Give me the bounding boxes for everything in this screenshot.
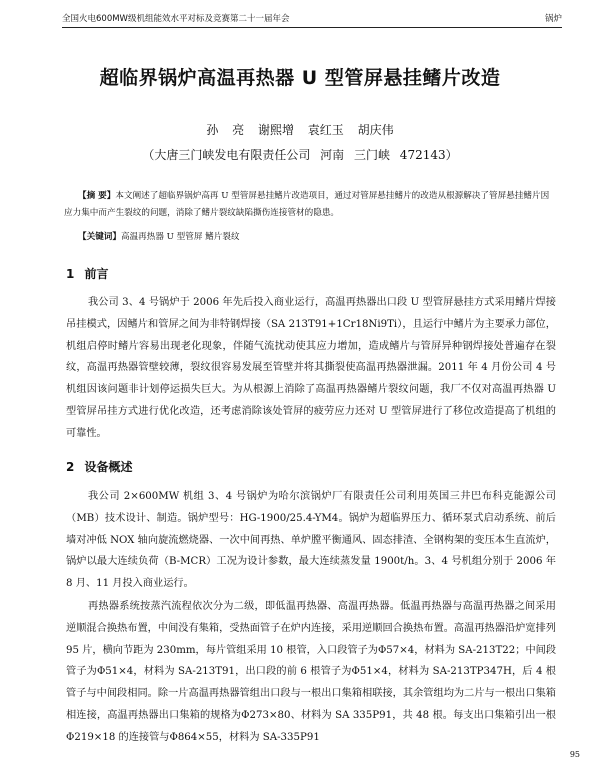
keywords	[78, 230, 558, 242]
section-heading-introduction: 1 前言	[66, 267, 109, 281]
page-number: 95	[569, 750, 580, 759]
section-heading-equipment: 2 设备概述	[66, 460, 133, 474]
header-category: 锅炉	[544, 14, 562, 24]
running-header	[62, 12, 562, 28]
keywords-label: 【关键词】	[78, 232, 121, 242]
abstract-text: 本文阐述了超临界锅炉高再 U 型管屏悬挂鳍片改造项目，通过对管屏悬挂鳍片的改造从根源解决了管屏悬挂鳍片因应力集中而产生裂纹的问题，消除了鳍片裂纹缺陷撕伤连接管材的隐患。	[64, 191, 550, 218]
keywords-text: 高温再热器 U 型管屏 鳍片裂纹	[120, 232, 240, 242]
abstract	[64, 188, 554, 222]
paper-title: 超临界锅炉高温再热器 U 型管屏悬挂鳍片改造	[99, 67, 501, 89]
affiliation: （大唐三门峡发电有限责任公司 河南 三门峡 472143）	[142, 148, 458, 162]
header-conference: 全国火电600MW级机组能效水平对标及竞赛第二十一届年会	[62, 14, 290, 24]
author-list: 孙 亮 谢熙增 袁红玉 胡庆伟	[206, 123, 394, 137]
equipment-paragraph-2: 再热器系统按蒸汽流程依次分为二级，即低温再热器、高温再热器。低温再热器与高温再热器之间采用逆顺混合换热布置，中间没有集箱，受热面管子在炉内连接，采用逆顺回合换热布置。高温再热器沿炉宽排列 95 片，横向节距为 230mm，每片管组采用 10 根管，入口段管子为Φ57×4，材料为 SA-213T22；中间段管子为Φ51×4，材料为 SA-213T91，出口段的前 6 根管子为Φ51×4，材料为 SA-213TP347H，后 4 根管子与中间段相同。除一片高温再热器管组出口段与一根出口集箱相联接，其余管组均为二片与一根出口集箱相连接，高温再热器出口集箱的规格为Φ273×80、材料为 SA 335P91，共 48 根。每支出口集箱引出一根Φ219×18 的连接管与Φ864×55，材料为 SA-335P91	[66, 601, 557, 743]
equipment-paragraph-1: 我公司 2×600MW 机组 3、4 号锅炉为哈尔滨锅炉厂有限责任公司利用英国三井巴布科克能源公司（MB）技术设计、制造。锅炉型号：HG-1900/25.4-YM4。锅炉为超临界压力、循环泵式启动系统、前后墙对冲低 NOX 轴向旋流燃烧器、一次中间再热、单炉膛平衡通风、固态排渣、全钢构架的变压本生直流炉，锅炉以最大连续负荷（B-MCR）工况为设计参数，最大连续蒸发量 1900t/h。3、4 号机组分别于 2006 年 8 月、11 月投入商业运行。	[66, 491, 556, 590]
abstract-label: 【摘 要】	[78, 191, 116, 201]
intro-paragraph: 我公司 3、4 号锅炉于 2006 年先后投入商业运行，高温再热器出口段 U 型管屏悬挂方式采用鳍片焊接吊挂模式，因鳍片和管屏之间为非特钢焊接（SA 213T91+1Cr18Ni9Ti），且运行中鳍片为主要承力部位，机组启停时鳍片容易出现老化现象，伴随气流扰动使其应力增加，造成鳍片与管屏异种钢焊接处普遍存在裂纹，高温再热器管壁较薄，裂纹很容易发展至管壁并将其撕裂使高温再热器泄漏。2011 年 4 月份公司 4 号机组因该问题非计划停运损失巨大。为从根源上消除了高温再热器鳍片裂纹问题，我厂不仅对高温再热器 U 型管屏吊挂方式进行优化改造，还考虑消除该处管屏的疲劳应力还对 U 型管屏进行了移位改造提高了机组的可靠性。	[66, 297, 556, 439]
